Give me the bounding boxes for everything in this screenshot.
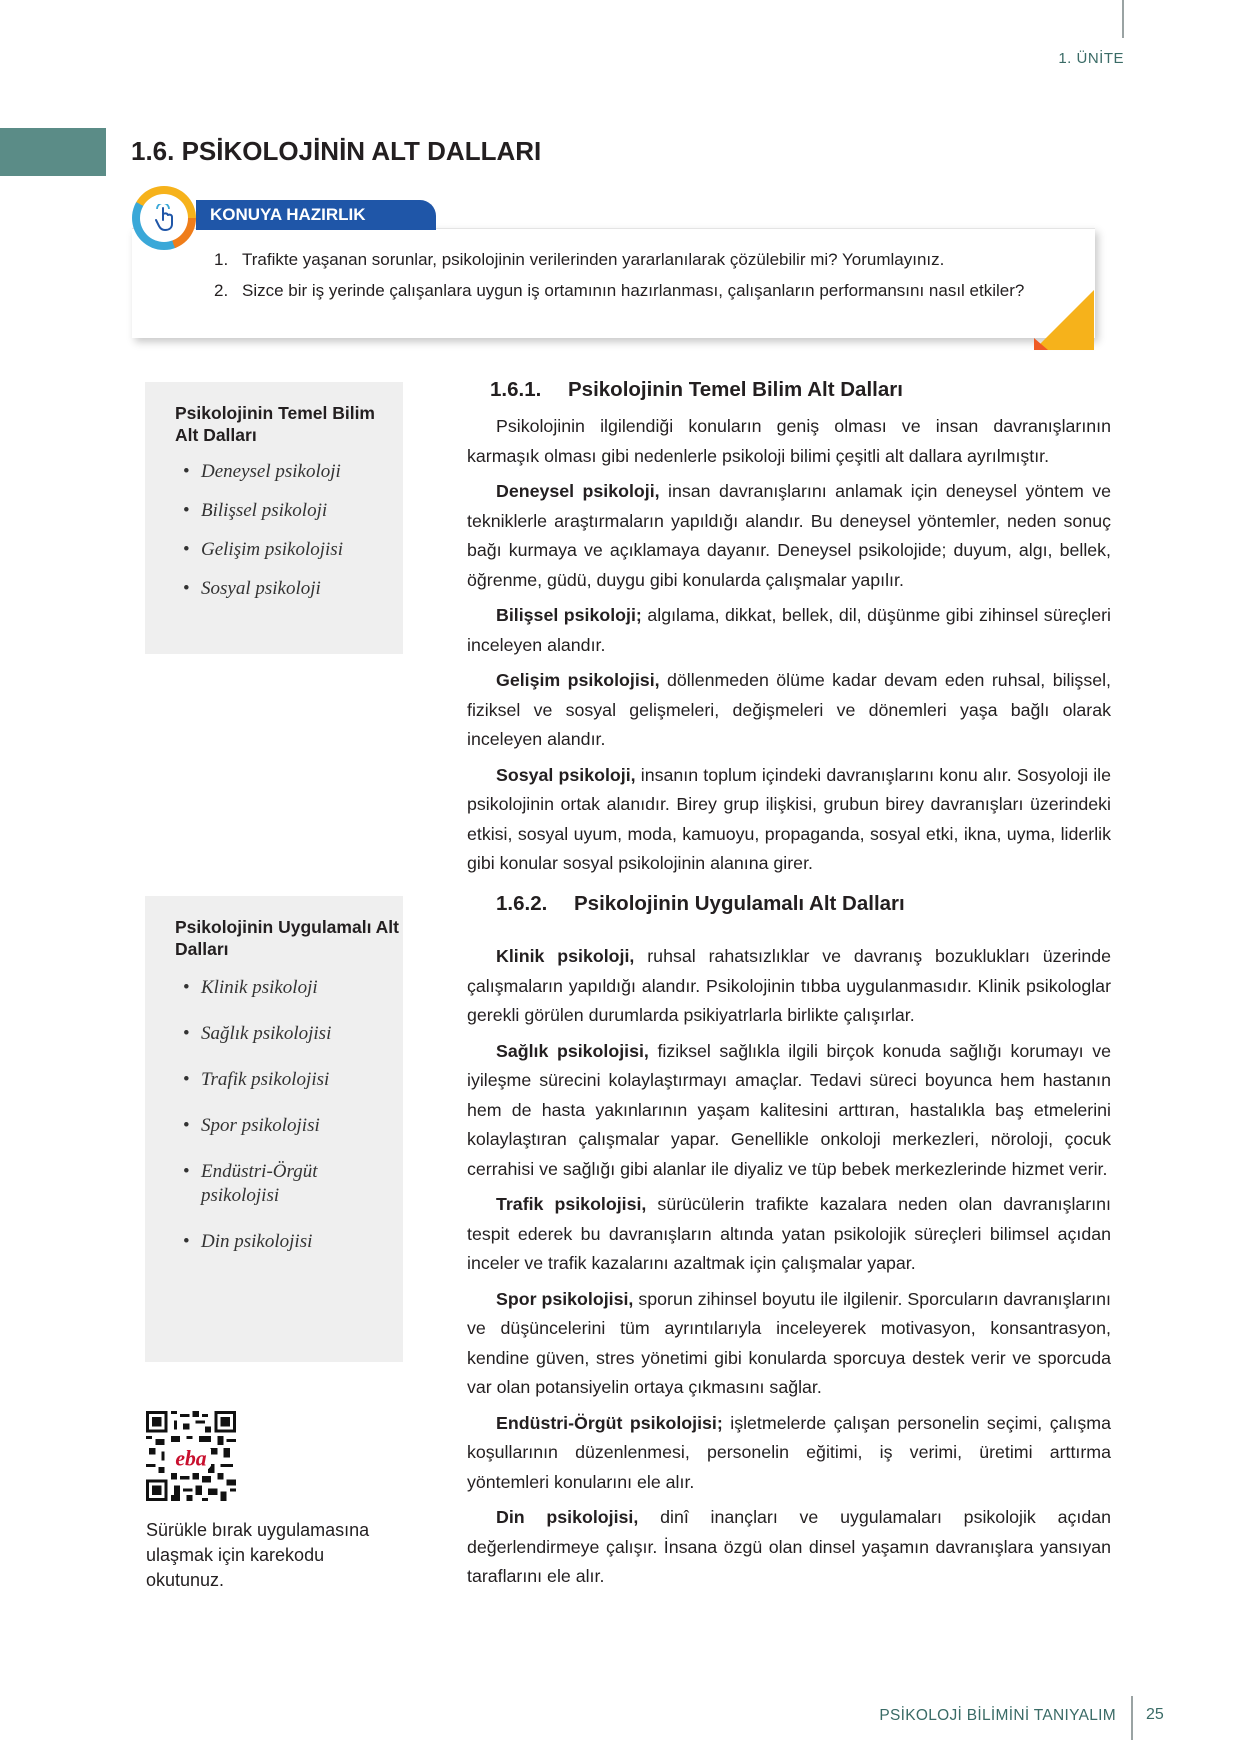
footer-rule	[1131, 1696, 1133, 1740]
prep-question-list	[214, 246, 1054, 308]
list-item: • Deneysel psikoloji	[183, 460, 343, 484]
subsection-heading: 1.6.2. Psikolojinin Uygulamalı Alt Dalları	[496, 892, 905, 915]
list-item: • Din psikolojisi	[183, 1230, 388, 1254]
subsection-heading: 1.6.1. Psikolojinin Temel Bilim Alt Dalları	[490, 378, 903, 401]
eba-logo: eba	[175, 1446, 207, 1471]
list-item: • Trafik psikolojisi	[183, 1068, 388, 1092]
sidebar-title: Psikolojinin Uygulamalı Alt Dalları	[175, 917, 399, 959]
paragraph: Sosyal psikoloji, insanın toplum içindeki davranışlarını konu alır. Sosyoloji ile psikolojinin ortak alanıdır. Birey grup ilişkisi, grubun birey davranışları üzerindeki etkisi, sosyal uyum, moda, kamuoyu, propaganda, sosyal etki, ikna, uyma, liderlik gibi konular sosyal psikolojinin alanına girer.	[467, 764, 1111, 873]
sidebar-title: Psikolojinin Temel Bilim Alt Dalları	[175, 403, 375, 445]
list-item: • Endüstri-Örgüt psikolojisi	[183, 1160, 388, 1208]
paragraph: Din psikolojisi, dinî inançları ve uygulamaları psikolojik açıdan değerlendirmeye çalışır. İnsana özgü olan dinsel yaşamın davranışlara yansıyan taraflarını ele alır.	[467, 1507, 1111, 1586]
paragraph: Gelişim psikolojisi, döllenmeden ölüme kadar devam eden ruhsal, bilişsel, fiziksel ve sosyal gelişmeleri, değişmeleri ve dönemleri yaşa bağlı olarak inceleyen alandır.	[467, 670, 1111, 749]
subsection-body	[467, 942, 1111, 1598]
sidebar-applied-branches	[145, 896, 403, 1362]
paragraph: Spor psikolojisi, sporun zihinsel boyutu ile ilgilenir. Sporcuların davranışlarını ve düşüncelerini tüm ayrıntılarıyla inceleyerek motivasyon, konsantrasyon, kendine güven, stres yönetimi gibi konularda sporcuya destek verir ve sporcuda var olan potansiyelin ortaya çıkmasını sağlar.	[467, 1288, 1111, 1397]
prep-question: 1. Trafikte yaşanan sorunlar, psikolojinin verilerinden yararlanılarak çözülebilir mi? Yorumlayınız.	[214, 250, 945, 269]
list-item: • Klinik psikoloji	[183, 976, 388, 1000]
sidebar-list	[183, 976, 388, 1254]
header-rule	[1122, 0, 1124, 38]
qr-code[interactable]	[146, 1411, 236, 1501]
prep-question: 2. Sizce bir iş yerinde çalışanlara uygun iş ortamının hazırlanması, çalışanların performansını nasıl etkiler?	[214, 281, 1025, 300]
unit-label: 1. ÜNİTE	[1058, 50, 1124, 67]
list-item: • Gelişim psikolojisi	[183, 538, 343, 562]
paragraph: Deneysel psikoloji, insan davranışlarını anlamak için deneysel yöntem ve tekniklerle araştırmaların yapıldığı alandır. Bu deneysel yöntemler, neden sonuç bağı kurmaya ve açıklamaya dayanır. Deneysel psikolojide; duyum, algı, bellek, öğrenme, güdü, duygu gibi konularda çalışmalar yapılır.	[467, 481, 1112, 590]
list-item: • Bilişsel psikoloji	[183, 499, 343, 523]
qr-caption: Sürükle bırak uygulamasına ulaşmak için karekodu okutunuz.	[146, 1520, 370, 1590]
page-number: 25	[1146, 1706, 1164, 1723]
paragraph: Trafik psikolojisi, sürücülerin trafikte kazalara neden olan davranışlarını tespit ederek bu davranışların altında yatan psikolojik süreçleri bilimsel açıdan inceler ve trafik kazalarını azaltmak için çalışmalar yapar.	[467, 1194, 1111, 1273]
section-title: 1.6. PSİKOLOJİNİN ALT DALLARI	[131, 136, 542, 166]
paragraph: Sağlık psikolojisi, fiziksel sağlıkla ilgili birçok konuda sağlığı korumayı ve iyileşme sürecini kolaylaştırmayı amaçlar. Tedavi süreci boyunca hem hastanın hem de hasta yakınlarının yaşam kalitesini arttıran, hastalıkla baş etmelerini kolaylaştıran çalışmalar yapar. Genellikle onkoloji merkezleri, nöroloji, çocuk cerrahisi ve sağlığı gibi alanlar ile diyaliz ve tüp bebek merkezlerinde hizmet verir.	[467, 1040, 1111, 1179]
paragraph: Psikolojinin ilgilendiği konuların geniş olması ve insan davranışlarının karmaşık olması gibi nedenlerle psikoloji bilimi çeşitli alt dallara ayrılmıştır.	[467, 416, 1111, 466]
section-side-tab	[0, 128, 106, 176]
list-item: • Sosyal psikoloji	[183, 577, 343, 601]
list-item: • Sağlık psikolojisi	[183, 1022, 388, 1046]
paragraph: Bilişsel psikoloji; algılama, dikkat, bellek, dil, düşünme gibi zihinsel süreçleri inceleyen alandır.	[467, 605, 1111, 655]
sidebar-list	[183, 460, 343, 601]
paragraph: Endüstri-Örgüt psikolojisi; işletmelerde çalışan personelin seçimi, çalışma koşullarının düzenlenmesi, personelin eğitimi, iş verimi, üretimi arttırma yöntemleri konularını ele alır.	[467, 1412, 1111, 1492]
sidebar-basic-branches	[145, 382, 403, 654]
list-item: • Spor psikolojisi	[183, 1114, 388, 1138]
paragraph: Klinik psikoloji, ruhsal rahatsızlıklar ve davranış bozuklukları üzerinde çalışmaların yapıldığı alandır. Psikolojinin tıbba uygulanmasıdır. Klinik psikologlar gerekli görülen durumlarda psikiyatrlarla birlikte çalışırlar.	[467, 946, 1111, 1025]
subsection-body	[467, 412, 1111, 885]
prep-header: KONUYA HAZIRLIK	[196, 200, 436, 230]
touch-icon	[132, 186, 196, 250]
footer-title: PSİKOLOJİ BİLİMİNİ TANIYALIM	[879, 1707, 1116, 1724]
